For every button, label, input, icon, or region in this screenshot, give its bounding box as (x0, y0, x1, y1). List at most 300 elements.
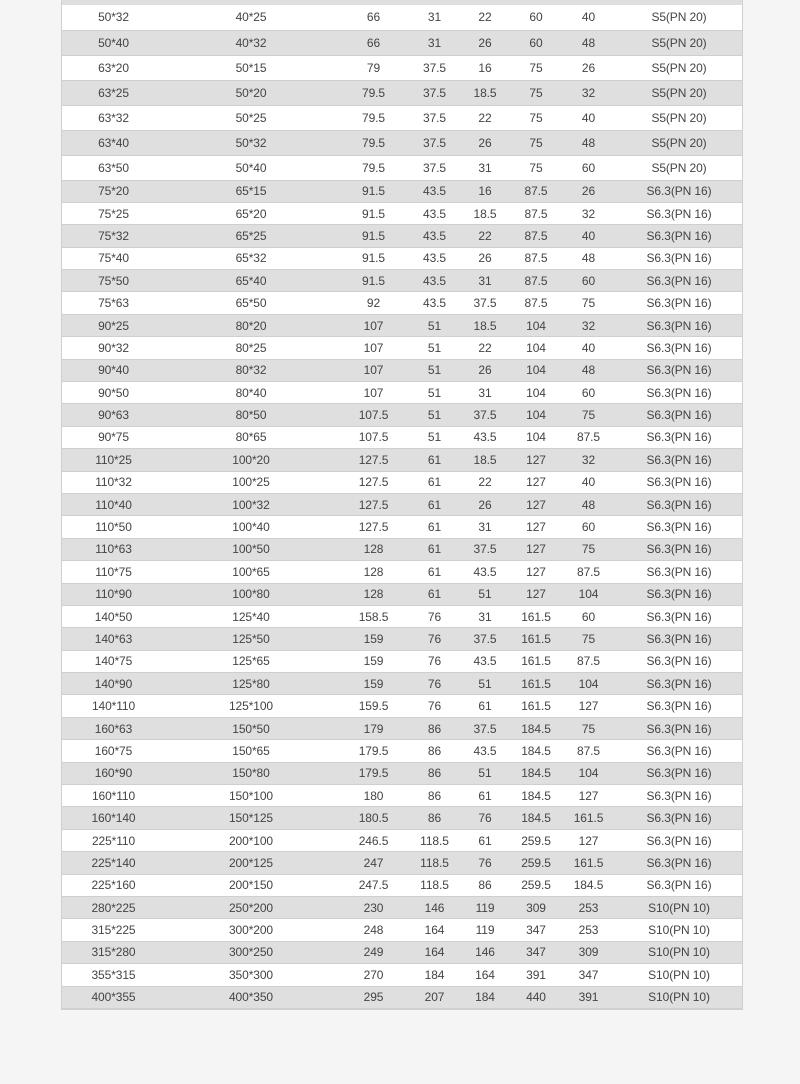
cell-pressure-class: S6.3(PN 16) (616, 583, 742, 605)
cell-inner-size: 100*40 (165, 516, 337, 538)
cell-size: 400*355 (62, 986, 165, 1008)
table-row (62, 650, 742, 672)
cell-size: 75*20 (62, 180, 165, 202)
cell-dim-c: 119 (459, 919, 511, 941)
cell-dim-e: 40 (561, 105, 616, 130)
cell-dim-a: 158.5 (337, 605, 410, 627)
cell-inner-size: 80*65 (165, 426, 337, 448)
cell-dim-c: 26 (459, 247, 511, 269)
cell-size: 75*50 (62, 270, 165, 292)
cell-pressure-class: S6.3(PN 16) (616, 449, 742, 471)
cell-dim-d: 87.5 (511, 225, 561, 247)
cell-dim-c: 37.5 (459, 628, 511, 650)
cell-dim-d: 161.5 (511, 695, 561, 717)
cell-dim-b: 37.5 (410, 55, 459, 80)
table-row (62, 740, 742, 762)
cell-dim-b: 51 (410, 314, 459, 336)
cell-dim-d: 259.5 (511, 874, 561, 896)
cell-dim-d: 161.5 (511, 605, 561, 627)
cell-inner-size: 100*32 (165, 493, 337, 515)
cell-dim-e: 104 (561, 673, 616, 695)
cell-dim-e: 87.5 (561, 740, 616, 762)
cell-dim-e: 32 (561, 449, 616, 471)
cell-dim-c: 18.5 (459, 314, 511, 336)
cell-pressure-class: S6.3(PN 16) (616, 426, 742, 448)
cell-inner-size: 100*50 (165, 538, 337, 560)
cell-dim-b: 51 (410, 382, 459, 404)
cell-dim-c: 51 (459, 673, 511, 695)
cell-dim-d: 104 (511, 359, 561, 381)
cell-dim-e: 48 (561, 247, 616, 269)
cell-size: 75*40 (62, 247, 165, 269)
cell-dim-d: 87.5 (511, 247, 561, 269)
cell-dim-b: 61 (410, 583, 459, 605)
cell-dim-e: 60 (561, 270, 616, 292)
cell-dim-d: 75 (511, 105, 561, 130)
cell-dim-d: 184.5 (511, 740, 561, 762)
cell-pressure-class: S6.3(PN 16) (616, 292, 742, 314)
cell-pressure-class: S5(PN 20) (616, 30, 742, 55)
cell-pressure-class: S6.3(PN 16) (616, 225, 742, 247)
cell-pressure-class: S6.3(PN 16) (616, 180, 742, 202)
cell-dim-a: 247 (337, 852, 410, 874)
cell-dim-d: 127 (511, 561, 561, 583)
cell-dim-e: 127 (561, 695, 616, 717)
table-row (62, 449, 742, 471)
table-row (62, 359, 742, 381)
cell-pressure-class: S6.3(PN 16) (616, 762, 742, 784)
cell-pressure-class: S6.3(PN 16) (616, 359, 742, 381)
cell-pressure-class: S6.3(PN 16) (616, 829, 742, 851)
table-row (62, 964, 742, 986)
cell-dim-a: 127.5 (337, 449, 410, 471)
cell-inner-size: 40*25 (165, 5, 337, 30)
cell-dim-a: 230 (337, 897, 410, 919)
cell-inner-size: 350*300 (165, 964, 337, 986)
cell-pressure-class: S5(PN 20) (616, 80, 742, 105)
cell-dim-b: 86 (410, 762, 459, 784)
table-row (62, 202, 742, 224)
cell-dim-d: 87.5 (511, 202, 561, 224)
cell-inner-size: 50*32 (165, 130, 337, 155)
cell-size: 315*280 (62, 941, 165, 963)
table-row (62, 471, 742, 493)
table-row (62, 516, 742, 538)
cell-dim-a: 79.5 (337, 155, 410, 180)
cell-dim-e: 161.5 (561, 852, 616, 874)
cell-dim-c: 16 (459, 55, 511, 80)
table-row (62, 561, 742, 583)
cell-dim-e: 104 (561, 762, 616, 784)
cell-pressure-class: S6.3(PN 16) (616, 740, 742, 762)
cell-size: 140*50 (62, 605, 165, 627)
cell-dim-d: 104 (511, 426, 561, 448)
table-row (62, 180, 742, 202)
cell-dim-e: 391 (561, 986, 616, 1008)
cell-dim-c: 43.5 (459, 561, 511, 583)
cell-dim-d: 309 (511, 897, 561, 919)
cell-dim-e: 161.5 (561, 807, 616, 829)
cell-size: 90*63 (62, 404, 165, 426)
table-row (62, 986, 742, 1008)
cell-dim-b: 61 (410, 493, 459, 515)
cell-dim-d: 75 (511, 155, 561, 180)
cell-dim-c: 146 (459, 941, 511, 963)
cell-inner-size: 150*65 (165, 740, 337, 762)
cell-dim-d: 87.5 (511, 270, 561, 292)
cell-dim-b: 37.5 (410, 155, 459, 180)
cell-dim-a: 91.5 (337, 225, 410, 247)
cell-inner-size: 65*32 (165, 247, 337, 269)
cell-inner-size: 50*15 (165, 55, 337, 80)
cell-dim-a: 180 (337, 785, 410, 807)
cell-size: 355*315 (62, 964, 165, 986)
cell-dim-a: 128 (337, 538, 410, 560)
cell-dim-d: 87.5 (511, 292, 561, 314)
cell-size: 63*40 (62, 130, 165, 155)
cell-inner-size: 100*20 (165, 449, 337, 471)
cell-inner-size: 100*25 (165, 471, 337, 493)
cell-size: 225*160 (62, 874, 165, 896)
cell-dim-d: 259.5 (511, 829, 561, 851)
cell-pressure-class: S6.3(PN 16) (616, 270, 742, 292)
cell-dim-b: 207 (410, 986, 459, 1008)
cell-dim-b: 61 (410, 538, 459, 560)
cell-dim-e: 60 (561, 382, 616, 404)
cell-inner-size: 250*200 (165, 897, 337, 919)
cell-dim-e: 60 (561, 605, 616, 627)
cell-pressure-class: S6.3(PN 16) (616, 673, 742, 695)
cell-size: 90*25 (62, 314, 165, 336)
cell-dim-d: 184.5 (511, 762, 561, 784)
cell-dim-b: 51 (410, 404, 459, 426)
cell-dim-a: 180.5 (337, 807, 410, 829)
cell-dim-c: 61 (459, 785, 511, 807)
cell-dim-d: 60 (511, 5, 561, 30)
cell-inner-size: 100*80 (165, 583, 337, 605)
cell-dim-d: 127 (511, 583, 561, 605)
cell-dim-a: 159 (337, 650, 410, 672)
table-row (62, 337, 742, 359)
cell-dim-d: 75 (511, 80, 561, 105)
cell-size: 160*75 (62, 740, 165, 762)
cell-pressure-class: S6.3(PN 16) (616, 874, 742, 896)
cell-size: 50*32 (62, 5, 165, 30)
table-row (62, 785, 742, 807)
cell-dim-e: 87.5 (561, 650, 616, 672)
table-row (62, 695, 742, 717)
cell-dim-a: 107 (337, 314, 410, 336)
table-row (62, 538, 742, 560)
cell-size: 75*32 (62, 225, 165, 247)
cell-dim-b: 118.5 (410, 874, 459, 896)
cell-dim-a: 159 (337, 628, 410, 650)
cell-inner-size: 80*40 (165, 382, 337, 404)
cell-dim-a: 107.5 (337, 404, 410, 426)
cell-dim-b: 43.5 (410, 180, 459, 202)
cell-inner-size: 50*20 (165, 80, 337, 105)
cell-dim-d: 104 (511, 337, 561, 359)
cell-dim-e: 75 (561, 538, 616, 560)
table-row (62, 105, 742, 130)
cell-size: 160*63 (62, 717, 165, 739)
cell-dim-e: 60 (561, 516, 616, 538)
cell-size: 140*90 (62, 673, 165, 695)
cell-pressure-class: S6.3(PN 16) (616, 382, 742, 404)
cell-dim-c: 26 (459, 359, 511, 381)
cell-dim-d: 127 (511, 471, 561, 493)
cell-dim-b: 51 (410, 359, 459, 381)
cell-dim-a: 159.5 (337, 695, 410, 717)
cell-dim-d: 127 (511, 516, 561, 538)
cell-dim-e: 48 (561, 130, 616, 155)
cell-dim-b: 43.5 (410, 270, 459, 292)
table-row (62, 717, 742, 739)
cell-size: 160*110 (62, 785, 165, 807)
cell-dim-c: 22 (459, 105, 511, 130)
cell-dim-c: 37.5 (459, 717, 511, 739)
cell-inner-size: 80*50 (165, 404, 337, 426)
cell-dim-e: 26 (561, 55, 616, 80)
table-row (62, 583, 742, 605)
cell-dim-c: 76 (459, 852, 511, 874)
spec-table-container (61, 0, 743, 1010)
cell-pressure-class: S6.3(PN 16) (616, 337, 742, 359)
cell-inner-size: 125*40 (165, 605, 337, 627)
cell-dim-e: 48 (561, 30, 616, 55)
cell-size: 160*140 (62, 807, 165, 829)
cell-dim-b: 86 (410, 717, 459, 739)
cell-pressure-class: S6.3(PN 16) (616, 605, 742, 627)
table-row (62, 493, 742, 515)
cell-dim-a: 159 (337, 673, 410, 695)
cell-dim-b: 43.5 (410, 247, 459, 269)
cell-size: 110*90 (62, 583, 165, 605)
cell-inner-size: 150*125 (165, 807, 337, 829)
cell-dim-c: 164 (459, 964, 511, 986)
cell-dim-b: 164 (410, 919, 459, 941)
cell-inner-size: 400*350 (165, 986, 337, 1008)
table-row (62, 852, 742, 874)
cell-dim-d: 161.5 (511, 628, 561, 650)
cell-size: 160*90 (62, 762, 165, 784)
cell-pressure-class: S10(PN 10) (616, 964, 742, 986)
cell-dim-b: 43.5 (410, 225, 459, 247)
cell-size: 140*75 (62, 650, 165, 672)
cell-dim-a: 79.5 (337, 105, 410, 130)
cell-dim-c: 18.5 (459, 202, 511, 224)
cell-inner-size: 50*40 (165, 155, 337, 180)
cell-inner-size: 40*32 (165, 30, 337, 55)
table-row (62, 941, 742, 963)
cell-pressure-class: S6.3(PN 16) (616, 404, 742, 426)
cell-size: 90*40 (62, 359, 165, 381)
cell-dim-b: 43.5 (410, 202, 459, 224)
cell-inner-size: 80*32 (165, 359, 337, 381)
cell-inner-size: 65*15 (165, 180, 337, 202)
cell-pressure-class: S6.3(PN 16) (616, 807, 742, 829)
table-row (62, 605, 742, 627)
spec-table (62, 5, 742, 1009)
cell-size: 110*32 (62, 471, 165, 493)
cell-size: 90*50 (62, 382, 165, 404)
cell-dim-d: 347 (511, 919, 561, 941)
cell-pressure-class: S6.3(PN 16) (616, 628, 742, 650)
cell-inner-size: 100*65 (165, 561, 337, 583)
table-row (62, 382, 742, 404)
cell-dim-a: 79.5 (337, 80, 410, 105)
cell-pressure-class: S5(PN 20) (616, 130, 742, 155)
cell-dim-e: 60 (561, 155, 616, 180)
table-row (62, 155, 742, 180)
cell-dim-e: 40 (561, 225, 616, 247)
cell-dim-a: 249 (337, 941, 410, 963)
cell-dim-e: 26 (561, 180, 616, 202)
cell-dim-b: 37.5 (410, 80, 459, 105)
cell-pressure-class: S5(PN 20) (616, 5, 742, 30)
cell-dim-e: 48 (561, 493, 616, 515)
cell-dim-e: 184.5 (561, 874, 616, 896)
cell-size: 110*50 (62, 516, 165, 538)
cell-dim-a: 79.5 (337, 130, 410, 155)
cell-size: 63*32 (62, 105, 165, 130)
cell-dim-b: 76 (410, 695, 459, 717)
cell-dim-d: 440 (511, 986, 561, 1008)
cell-pressure-class: S6.3(PN 16) (616, 314, 742, 336)
cell-dim-a: 91.5 (337, 247, 410, 269)
table-row (62, 80, 742, 105)
cell-dim-b: 164 (410, 941, 459, 963)
cell-dim-b: 61 (410, 561, 459, 583)
cell-dim-e: 309 (561, 941, 616, 963)
cell-inner-size: 80*20 (165, 314, 337, 336)
cell-size: 280*225 (62, 897, 165, 919)
cell-inner-size: 65*40 (165, 270, 337, 292)
cell-dim-b: 51 (410, 426, 459, 448)
cell-dim-d: 75 (511, 130, 561, 155)
cell-dim-b: 61 (410, 449, 459, 471)
cell-size: 110*40 (62, 493, 165, 515)
cell-dim-b: 76 (410, 628, 459, 650)
cell-pressure-class: S6.3(PN 16) (616, 717, 742, 739)
table-row (62, 247, 742, 269)
cell-dim-e: 75 (561, 292, 616, 314)
cell-dim-d: 104 (511, 314, 561, 336)
cell-dim-d: 184.5 (511, 717, 561, 739)
cell-dim-b: 86 (410, 740, 459, 762)
cell-dim-d: 127 (511, 449, 561, 471)
cell-dim-b: 37.5 (410, 105, 459, 130)
table-row (62, 292, 742, 314)
cell-dim-e: 40 (561, 471, 616, 493)
cell-dim-b: 76 (410, 673, 459, 695)
cell-dim-c: 51 (459, 762, 511, 784)
cell-dim-d: 161.5 (511, 673, 561, 695)
cell-dim-c: 22 (459, 471, 511, 493)
cell-pressure-class: S10(PN 10) (616, 919, 742, 941)
cell-dim-d: 184.5 (511, 807, 561, 829)
cell-dim-e: 104 (561, 583, 616, 605)
table-row (62, 673, 742, 695)
cell-dim-e: 32 (561, 314, 616, 336)
cell-dim-a: 107.5 (337, 426, 410, 448)
cell-dim-a: 92 (337, 292, 410, 314)
table-row (62, 30, 742, 55)
cell-pressure-class: S6.3(PN 16) (616, 561, 742, 583)
cell-pressure-class: S6.3(PN 16) (616, 247, 742, 269)
cell-inner-size: 150*80 (165, 762, 337, 784)
cell-size: 110*63 (62, 538, 165, 560)
cell-pressure-class: S5(PN 20) (616, 155, 742, 180)
table-row (62, 897, 742, 919)
cell-dim-d: 104 (511, 404, 561, 426)
cell-inner-size: 300*250 (165, 941, 337, 963)
cell-dim-e: 87.5 (561, 426, 616, 448)
cell-size: 315*225 (62, 919, 165, 941)
cell-size: 225*110 (62, 829, 165, 851)
cell-dim-c: 51 (459, 583, 511, 605)
cell-dim-c: 37.5 (459, 292, 511, 314)
cell-dim-b: 86 (410, 785, 459, 807)
cell-dim-a: 91.5 (337, 180, 410, 202)
cell-size: 225*140 (62, 852, 165, 874)
cell-pressure-class: S5(PN 20) (616, 105, 742, 130)
cell-dim-c: 43.5 (459, 426, 511, 448)
cell-dim-c: 26 (459, 493, 511, 515)
cell-dim-e: 75 (561, 404, 616, 426)
cell-pressure-class: S10(PN 10) (616, 941, 742, 963)
cell-dim-d: 347 (511, 941, 561, 963)
table-row (62, 130, 742, 155)
cell-dim-b: 31 (410, 5, 459, 30)
spec-table-body (62, 5, 742, 1008)
table-row (62, 314, 742, 336)
cell-dim-a: 128 (337, 583, 410, 605)
cell-dim-b: 61 (410, 471, 459, 493)
cell-dim-a: 66 (337, 5, 410, 30)
cell-dim-e: 87.5 (561, 561, 616, 583)
cell-dim-e: 75 (561, 628, 616, 650)
cell-dim-e: 127 (561, 785, 616, 807)
cell-dim-c: 184 (459, 986, 511, 1008)
cell-dim-b: 76 (410, 650, 459, 672)
cell-dim-c: 31 (459, 155, 511, 180)
cell-inner-size: 125*65 (165, 650, 337, 672)
cell-dim-b: 184 (410, 964, 459, 986)
table-row (62, 628, 742, 650)
cell-pressure-class: S6.3(PN 16) (616, 471, 742, 493)
cell-inner-size: 150*50 (165, 717, 337, 739)
cell-dim-a: 246.5 (337, 829, 410, 851)
cell-size: 75*63 (62, 292, 165, 314)
table-row (62, 55, 742, 80)
cell-inner-size: 200*100 (165, 829, 337, 851)
cell-inner-size: 125*50 (165, 628, 337, 650)
cell-dim-e: 48 (561, 359, 616, 381)
table-row (62, 807, 742, 829)
cell-dim-c: 31 (459, 270, 511, 292)
cell-inner-size: 200*150 (165, 874, 337, 896)
cell-dim-c: 18.5 (459, 449, 511, 471)
cell-size: 50*40 (62, 30, 165, 55)
cell-pressure-class: S6.3(PN 16) (616, 516, 742, 538)
cell-size: 63*20 (62, 55, 165, 80)
cell-dim-c: 26 (459, 130, 511, 155)
cell-inner-size: 200*125 (165, 852, 337, 874)
cell-dim-e: 40 (561, 337, 616, 359)
cell-dim-e: 75 (561, 717, 616, 739)
cell-dim-c: 31 (459, 516, 511, 538)
